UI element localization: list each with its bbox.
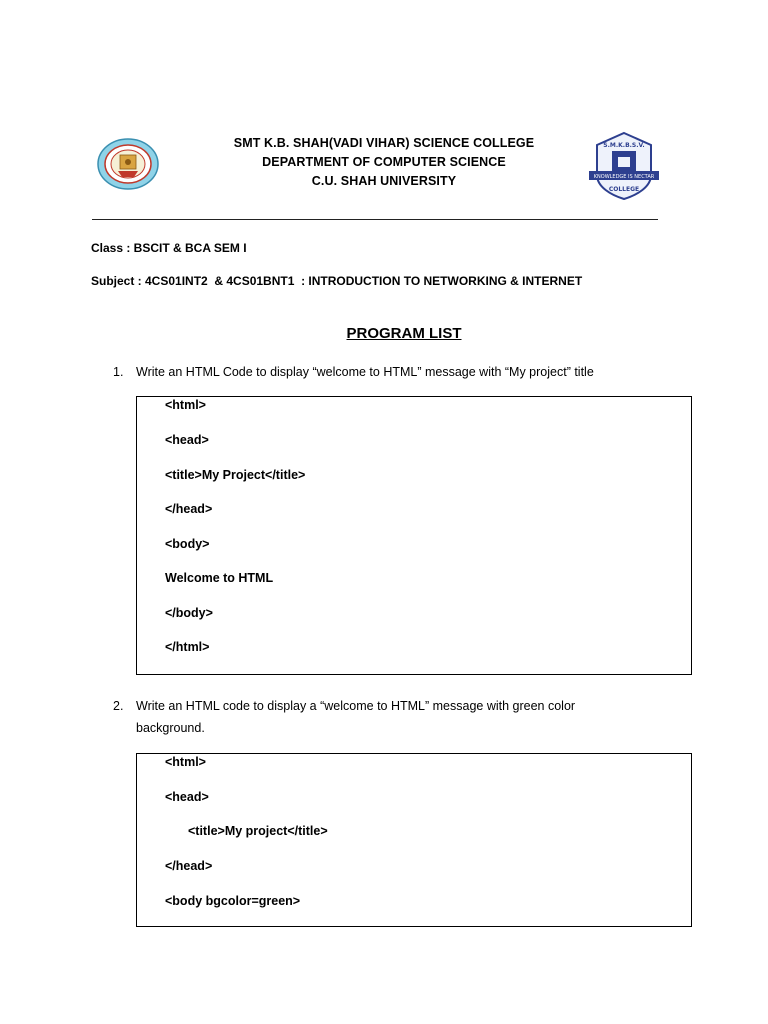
svg-text:S.M.K.B.S.V.: S.M.K.B.S.V. bbox=[603, 142, 645, 149]
college-emblem-logo bbox=[585, 131, 663, 201]
university-name: C.U. SHAH UNIVERSITY bbox=[311, 174, 457, 188]
question-text: Write an HTML code to display a “welcome to HTML” message with green color bbox=[136, 699, 576, 713]
subject-line: Subject : 4CS01INT2 & 4CS01BNT1 : INTRODUCTION TO NETWORKING & INTERNET bbox=[91, 274, 583, 288]
code-line: <title>My project</title> bbox=[188, 824, 328, 838]
code-line: <head> bbox=[165, 790, 209, 804]
question-2 bbox=[113, 695, 673, 739]
question-1 bbox=[113, 361, 673, 383]
code-line: <body bgcolor=green> bbox=[165, 894, 301, 908]
svg-text:COLLEGE: COLLEGE bbox=[608, 186, 640, 193]
code-line: <html> bbox=[165, 755, 206, 769]
college-name: SMT K.B. SHAH(VADI VIHAR) SCIENCE COLLEGE bbox=[233, 136, 535, 150]
code-line: </body> bbox=[165, 606, 213, 620]
code-line: <title>My Project</title> bbox=[165, 468, 306, 482]
code-line: Welcome to HTML bbox=[165, 571, 274, 585]
code-line: </head> bbox=[165, 502, 213, 516]
svg-text:KNOWLEDGE IS NECTAR: KNOWLEDGE IS NECTAR bbox=[593, 174, 655, 180]
question-text-continued: background. bbox=[136, 721, 205, 735]
program-list-title: PROGRAM LIST bbox=[346, 325, 462, 342]
code-line: <html> bbox=[165, 398, 206, 412]
question-number: 2. bbox=[113, 699, 124, 713]
question-number: 1. bbox=[113, 365, 124, 379]
question-text: Write an HTML Code to display “welcome to HTML” message with “My project” title bbox=[136, 365, 594, 379]
department-name: DEPARTMENT OF COMPUTER SCIENCE bbox=[262, 155, 506, 169]
code-line: <head> bbox=[165, 433, 209, 447]
code-line: </head> bbox=[165, 859, 213, 873]
header-divider bbox=[92, 219, 658, 220]
code-line: <body> bbox=[165, 537, 210, 551]
code-line: </html> bbox=[165, 640, 210, 654]
code-box-1 bbox=[136, 396, 692, 675]
class-line: Class : BSCIT & BCA SEM I bbox=[91, 241, 247, 255]
